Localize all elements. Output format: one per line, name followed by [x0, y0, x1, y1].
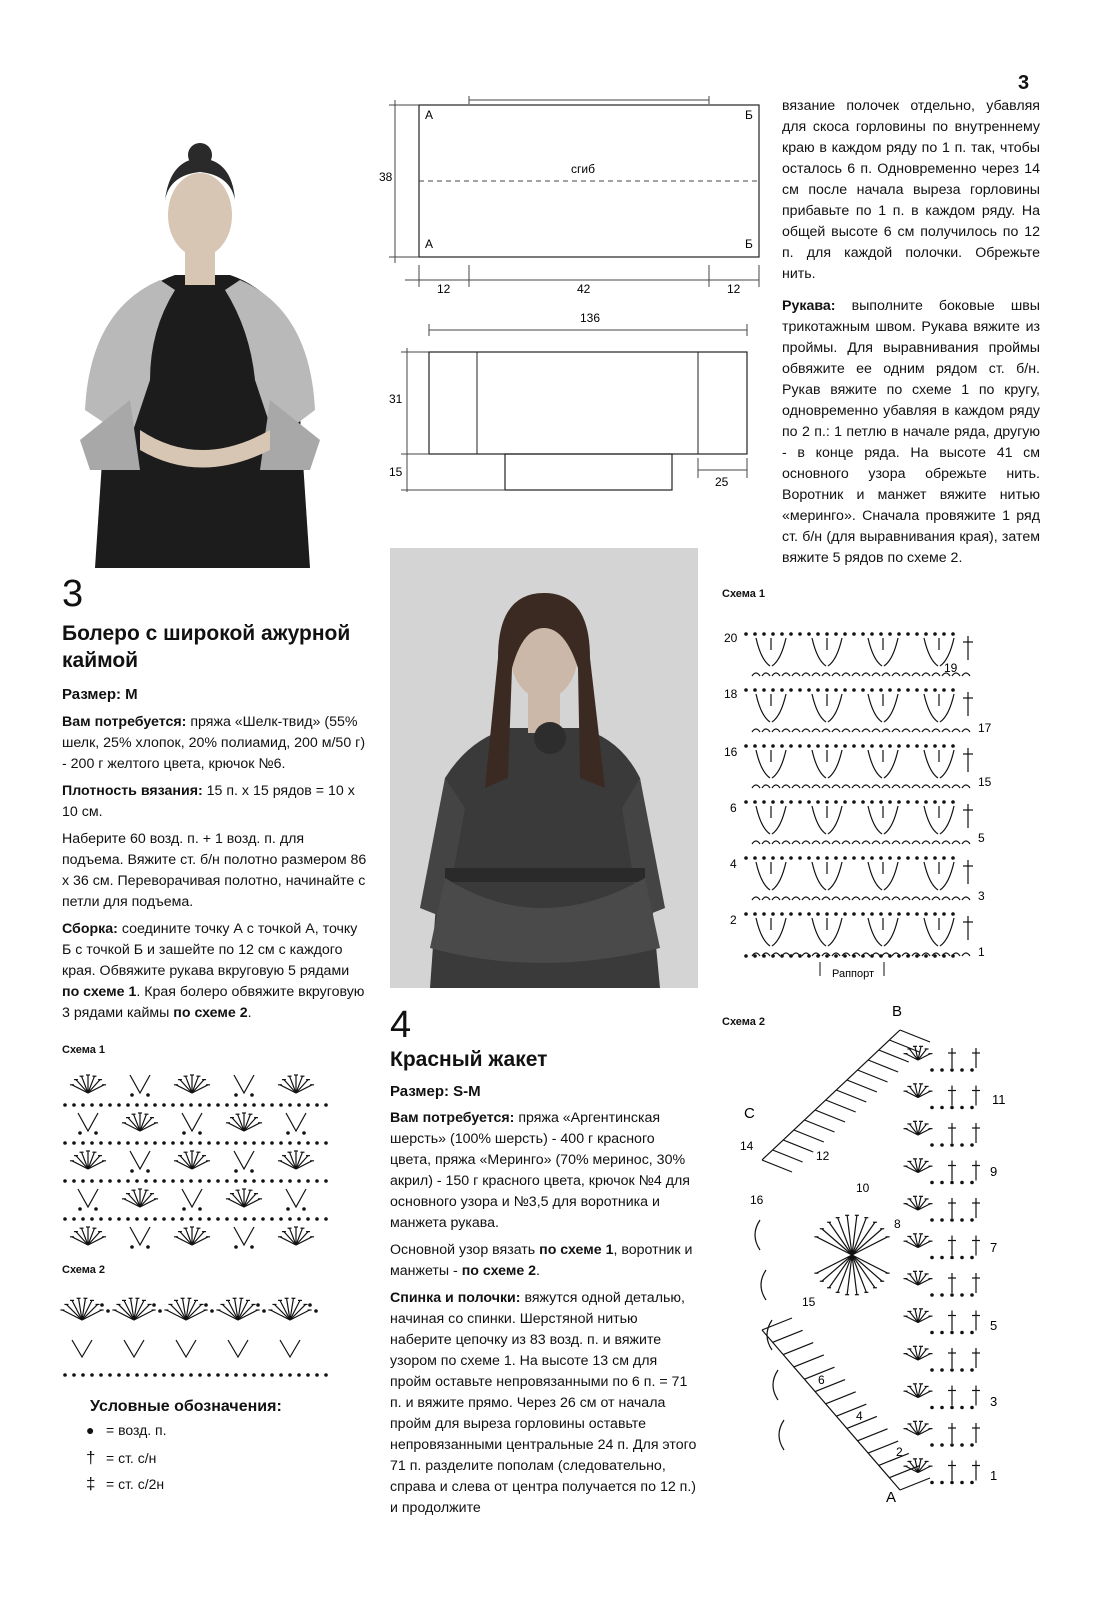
point-a-top: А	[425, 108, 434, 122]
m4s2-row-11: 11	[992, 1092, 1006, 1107]
model3-need-heading: Вам потребуется:	[62, 714, 187, 730]
m4s1-row-1: 1	[978, 945, 985, 959]
m4s2-row-5: 5	[990, 1318, 998, 1333]
m4s2-num-14: 14	[740, 1139, 754, 1153]
right-col-para2	[722, 296, 1040, 569]
model3-size: Размер: M	[62, 686, 138, 703]
m4s2-num-4: 4	[856, 1409, 863, 1423]
jacket-photo	[390, 548, 698, 988]
pattern-diagram-top	[375, 95, 775, 300]
m4s1-row-18: 18	[724, 687, 738, 701]
m4s2-point-a: A	[886, 1489, 897, 1506]
m4s2-num-15: 15	[802, 1295, 816, 1309]
model3-schema2-chart	[60, 1285, 335, 1385]
m4s1-row-17: 17	[978, 721, 992, 735]
height-label: 38	[379, 170, 393, 184]
legend-item-dc-text: = ст. с/2н	[106, 1476, 165, 1492]
point-b-top: Б	[745, 108, 753, 122]
m4s2-num-6: 6	[818, 1373, 825, 1387]
m4s2-num-8: 8	[894, 1217, 901, 1231]
m4s2-row-7: 7	[990, 1240, 998, 1255]
m4s1-row-20: 20	[724, 631, 738, 645]
model4-number: 4	[390, 1004, 412, 1046]
model3-schema1-label: Схема 1	[62, 1044, 106, 1056]
m4s1-row-4: 4	[730, 857, 737, 871]
model3-assembly-text-1: соедините точку А с точкой А, точку Б с точкой Б и зашейте по 12 см с каждого края. Обвяжите рукава вкруговую 5 рядами	[62, 921, 358, 979]
model3-assembly-text-3: .	[247, 1005, 252, 1021]
sleeves-heading: Рукава:	[782, 298, 836, 314]
model4-back-heading: Спинка и полочки:	[390, 1290, 521, 1306]
model4-back-text: вяжутся одной деталью, начиная со спинки. Шерстяной нитью наберите цепочку из 83 возд. п. и вяжите узором по схеме 1. На высоте 13 см для пройм оставьте непровязанными по 6 п. = 71 п. и вяжите прямо. Через 26 см от начала пройм для выреза горловины оставьте непровязанными центральные 24 п. Для этого 71 п. разделите пополам (следовательно, справа и слева от центра получается по 12 п.) и продолжите	[390, 1290, 697, 1516]
legend-item-chain	[86, 1422, 167, 1448]
m4s2-row-9: 9	[990, 1164, 998, 1179]
chain-stitch-icon: ●	[86, 1422, 95, 1438]
model4-schema1-chart	[722, 610, 1022, 990]
model3-schema1-chart	[60, 1060, 335, 1255]
model3-density-text: 15 п. х 15 рядов = 10 х 10 см.	[62, 783, 355, 820]
m4s1-row-3: 3	[978, 889, 985, 903]
lower-height-label: 15	[389, 465, 403, 479]
model3-density-heading: Плотность вязания:	[62, 783, 203, 799]
m4s1-row-2: 2	[730, 913, 737, 927]
model3-assembly-ref-1: по схеме 1	[62, 984, 137, 1000]
bolero-photo	[70, 140, 330, 568]
model3-number: 3	[62, 573, 84, 615]
single-crochet-icon: †	[86, 1448, 96, 1467]
m4s2-num-10: 10	[856, 1181, 870, 1195]
m4s1-rapport: Раппорт	[832, 968, 875, 980]
model4-size: Размер: S-M	[390, 1083, 481, 1100]
double-crochet-icon: ‡	[86, 1474, 96, 1493]
page-number: 3	[1018, 72, 1030, 94]
model3-schema2-label: Схема 2	[62, 1264, 106, 1276]
m4s2-num-12: 12	[816, 1149, 830, 1163]
pattern-diagram-bottom	[385, 308, 765, 498]
model4-title: Красный жакет	[390, 1048, 548, 1071]
model4-main-ref-1: по схеме 1	[539, 1242, 614, 1258]
model3-assembly-ref-2: по схеме 2	[173, 1005, 248, 1021]
fold-label: сгиб	[571, 162, 595, 176]
m4s2-num-2: 2	[896, 1445, 903, 1459]
middle-width-label: 42	[577, 282, 591, 296]
model4-need-text: пряжа «Аргентинская шерсть» (100% шерсть) - 400 г красного цвета, пряжа «Меринго» (70% меринос, 30% акрил) - 150 г красного цвета, крючок №4 для основного узора и №3,5 для воротника и манжета рукава.	[390, 1110, 690, 1231]
model4-main-ref-2: по схеме 2	[461, 1263, 537, 1279]
model4-main-text-3: .	[536, 1263, 540, 1279]
m4s1-row-15: 15	[978, 775, 992, 789]
right-col-para1: вязание полочек отдельно, убавляя для скоса горловины по внутреннему краю в каждом ряду по 1 п. так, чтобы осталось 6 п. Одновременно через 14 см после начала выреза горловины прибавьте по 1 п. в каждом ряду. На общей высоте 6 см получилось по 12 п. для каждой полочки. Обрежьте нить.	[782, 98, 1040, 282]
point-b-bottom: Б	[745, 237, 753, 251]
model4-main-text-2: , воротник и манжеты -	[390, 1242, 693, 1279]
model4-schema2-chart	[722, 1000, 1022, 1510]
sleeves-text: выполните боковые швы трикотажным швом. Рукава вяжите из проймы. Для выравнивания проймы обвяжите ее одним рядом ст. б/н. Рукав вяжите по схеме 1 по кругу, одновременно убавляя в каждом ряду по 2 п.: 1 петлю в начале ряда, другую - в конце ряда. На высоте 41 см основного узора обрежьте нить. Воротник и манжет вяжите нитью «меринго». Сначала провяжите 1 ряд ст. б/н (для выравнивания края), затем вяжите 5 рядов по схеме 2.	[782, 298, 1040, 566]
model3-title: Болеро с широкой ажурной каймой	[62, 622, 351, 672]
m4s2-point-b: B	[892, 1003, 903, 1020]
model4-need-heading: Вам потребуется:	[390, 1110, 515, 1126]
model3-body	[62, 712, 368, 1024]
model4-schema2-label: Схема 2	[722, 1016, 766, 1028]
model4-body	[390, 1108, 698, 1519]
m4s2-point-c: C	[744, 1105, 755, 1122]
sleeve-width-label: 25	[715, 475, 729, 489]
model4-schema1-label: Схема 1	[722, 588, 766, 600]
legend-item-chain-text: = возд. п.	[106, 1422, 167, 1438]
m4s2-num-16: 16	[750, 1193, 764, 1207]
m4s1-row-19: 19	[944, 661, 958, 675]
m4s1-row-16: 16	[724, 745, 738, 759]
model3-cast-on: Наберите 60 возд. п. + 1 возд. п. для подъема. Вяжите ст. б/н полотно размером 86 х 36 см. Переворачивая полотно, начинайте с петли для подъема.	[62, 831, 367, 910]
m4s1-row-6: 6	[730, 801, 737, 815]
m4s2-row-3: 3	[990, 1394, 998, 1409]
legend-item-sc-text: = ст. с/н	[106, 1450, 157, 1466]
model3-assembly-text-2: . Края болеро обвяжите вкруговую 3 рядами каймы	[62, 984, 365, 1021]
right-width-label: 12	[727, 282, 741, 296]
total-width-label: 136	[580, 311, 601, 325]
model4-main-text-1: Основной узор вязать	[390, 1242, 540, 1258]
legend-item-dc	[86, 1474, 167, 1500]
m4s1-row-5: 5	[978, 831, 985, 845]
m4s2-row-1: 1	[990, 1468, 998, 1483]
model3-need-text: пряжа «Шелк-твид» (55% шелк, 25% хлопок, 20% полиамид, 200 м/50 г) - 200 г желтого цвета, крючок №6.	[62, 714, 366, 772]
point-a-bottom: А	[425, 237, 434, 251]
legend-title: Условные обозначения:	[90, 1398, 282, 1415]
legend-item-sc	[86, 1448, 167, 1474]
model3-assembly-heading: Сборка:	[62, 921, 118, 937]
upper-height-label: 31	[389, 392, 403, 406]
left-width-label: 12	[437, 282, 451, 296]
legend	[86, 1422, 167, 1500]
